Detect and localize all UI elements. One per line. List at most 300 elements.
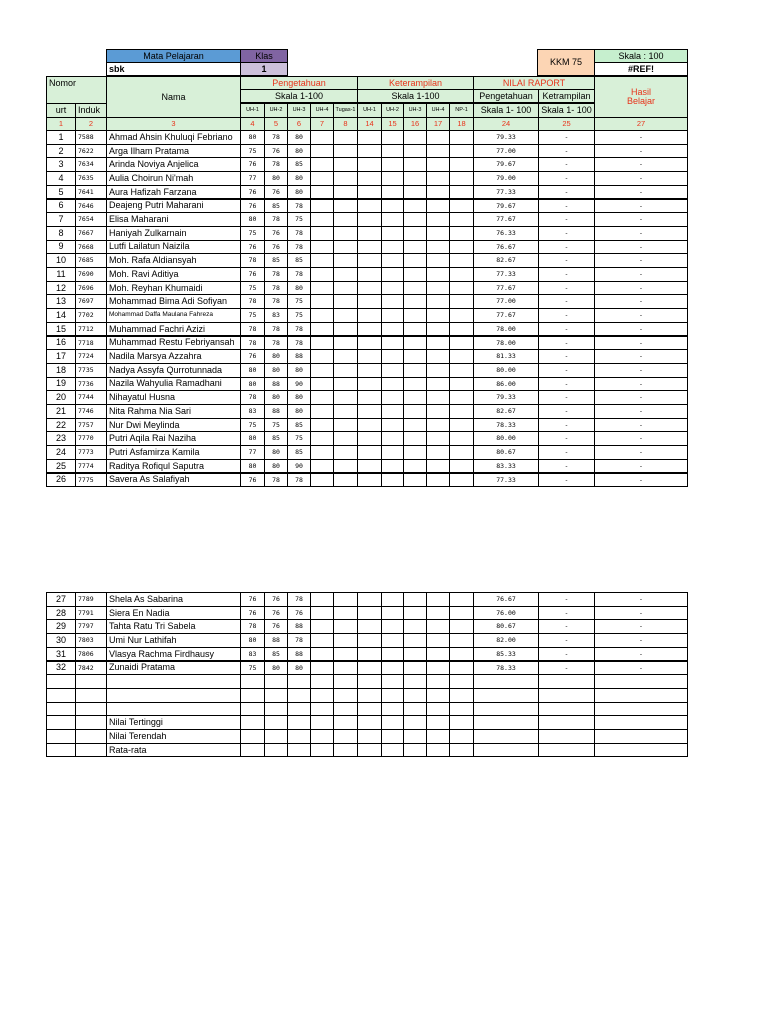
score-cell[interactable] — [333, 294, 358, 309]
score-cell[interactable]: 78 — [264, 130, 288, 145]
score-cell[interactable] — [333, 363, 358, 378]
score-cell[interactable] — [449, 226, 474, 241]
score-cell[interactable] — [403, 431, 427, 446]
score-cell[interactable] — [381, 633, 404, 648]
rata-rata-row-cell[interactable] — [333, 743, 358, 758]
score-cell[interactable]: 78 — [287, 322, 311, 337]
score-cell[interactable] — [333, 308, 358, 323]
score-cell[interactable]: 76 — [240, 240, 265, 255]
score-cell[interactable]: 76 — [264, 619, 288, 634]
empty-row-cell[interactable] — [538, 688, 595, 703]
score-cell[interactable]: 80 — [240, 633, 265, 648]
score-cell[interactable] — [403, 647, 427, 662]
rata-rata-row-cell[interactable] — [538, 743, 595, 758]
score-cell[interactable]: 76 — [240, 267, 265, 282]
empty-row-cell[interactable] — [333, 688, 358, 703]
nilai-terendah-row-cell[interactable] — [46, 729, 76, 744]
score-cell[interactable] — [449, 404, 474, 419]
score-cell[interactable] — [426, 661, 450, 676]
score-cell[interactable]: 80 — [240, 459, 265, 474]
score-cell[interactable]: 83 — [264, 308, 288, 323]
score-cell[interactable] — [357, 633, 382, 648]
score-cell[interactable] — [403, 144, 427, 159]
score-cell[interactable] — [426, 404, 450, 419]
score-cell[interactable] — [310, 363, 334, 378]
score-cell[interactable] — [449, 592, 474, 607]
score-cell[interactable]: 76 — [240, 606, 265, 621]
score-cell[interactable]: 78 — [240, 253, 265, 268]
score-cell[interactable] — [426, 144, 450, 159]
score-cell[interactable]: 76 — [264, 592, 288, 607]
score-cell[interactable] — [403, 281, 427, 296]
score-cell[interactable] — [310, 377, 334, 392]
score-cell[interactable] — [449, 322, 474, 337]
empty-row-cell[interactable] — [264, 674, 288, 689]
score-cell[interactable]: 80 — [264, 390, 288, 405]
score-cell[interactable] — [426, 253, 450, 268]
empty-row-cell[interactable] — [381, 674, 404, 689]
score-cell[interactable]: 78 — [287, 199, 311, 214]
score-cell[interactable] — [357, 363, 382, 378]
nilai-terendah-row-cell[interactable] — [449, 729, 474, 744]
score-cell[interactable] — [403, 606, 427, 621]
score-cell[interactable]: 75 — [240, 308, 265, 323]
score-cell[interactable] — [333, 144, 358, 159]
empty-row-cell[interactable] — [594, 674, 688, 689]
score-cell[interactable]: 78 — [240, 322, 265, 337]
nilai-terendah-row-cell[interactable] — [594, 729, 688, 744]
score-cell[interactable]: 85 — [264, 431, 288, 446]
score-cell[interactable] — [357, 253, 382, 268]
nilai-tertinggi-row-cell[interactable] — [403, 715, 427, 730]
score-cell[interactable] — [333, 619, 358, 634]
score-cell[interactable] — [403, 349, 427, 364]
score-cell[interactable] — [449, 349, 474, 364]
empty-row-cell[interactable] — [264, 702, 288, 717]
score-cell[interactable]: 76 — [240, 473, 265, 488]
score-cell[interactable] — [403, 473, 427, 488]
nilai-terendah-row-cell[interactable] — [381, 729, 404, 744]
score-cell[interactable] — [426, 185, 450, 200]
score-cell[interactable]: 80 — [287, 130, 311, 145]
score-cell[interactable] — [426, 459, 450, 474]
rata-rata-row-cell[interactable] — [473, 743, 539, 758]
score-cell[interactable]: 75 — [287, 294, 311, 309]
score-cell[interactable]: 80 — [264, 349, 288, 364]
score-cell[interactable] — [357, 212, 382, 227]
score-cell[interactable]: 85 — [287, 418, 311, 433]
empty-row-cell[interactable] — [46, 674, 76, 689]
score-cell[interactable] — [426, 294, 450, 309]
score-cell[interactable]: 78 — [287, 226, 311, 241]
score-cell[interactable]: 78 — [264, 336, 288, 351]
score-cell[interactable] — [333, 473, 358, 488]
nilai-tertinggi-row-cell[interactable] — [449, 715, 474, 730]
score-cell[interactable] — [333, 606, 358, 621]
nilai-tertinggi-row-cell[interactable] — [594, 715, 688, 730]
score-cell[interactable] — [403, 157, 427, 172]
nilai-tertinggi-row-cell[interactable] — [381, 715, 404, 730]
score-cell[interactable] — [403, 445, 427, 460]
score-cell[interactable] — [403, 322, 427, 337]
score-cell[interactable] — [333, 157, 358, 172]
score-cell[interactable]: 78 — [287, 633, 311, 648]
score-cell[interactable]: 78 — [287, 336, 311, 351]
score-cell[interactable] — [403, 418, 427, 433]
score-cell[interactable]: 78 — [264, 267, 288, 282]
nilai-terendah-row-cell[interactable] — [333, 729, 358, 744]
score-cell[interactable] — [426, 308, 450, 323]
score-cell[interactable] — [357, 377, 382, 392]
score-cell[interactable]: 76 — [240, 185, 265, 200]
score-cell[interactable]: 78 — [240, 294, 265, 309]
score-cell[interactable] — [333, 253, 358, 268]
score-cell[interactable] — [449, 130, 474, 145]
score-cell[interactable]: 90 — [287, 459, 311, 474]
score-cell[interactable] — [357, 322, 382, 337]
score-cell[interactable] — [381, 157, 404, 172]
score-cell[interactable] — [357, 473, 382, 488]
score-cell[interactable] — [381, 294, 404, 309]
score-cell[interactable] — [381, 199, 404, 214]
score-cell[interactable] — [333, 199, 358, 214]
score-cell[interactable]: 85 — [264, 253, 288, 268]
score-cell[interactable]: 88 — [287, 619, 311, 634]
rata-rata-row-cell[interactable] — [357, 743, 382, 758]
score-cell[interactable]: 80 — [240, 212, 265, 227]
score-cell[interactable] — [381, 404, 404, 419]
score-cell[interactable] — [426, 633, 450, 648]
score-cell[interactable] — [381, 459, 404, 474]
empty-row-cell[interactable] — [357, 674, 382, 689]
score-cell[interactable]: 78 — [240, 619, 265, 634]
score-cell[interactable] — [449, 459, 474, 474]
empty-row-cell[interactable] — [75, 702, 107, 717]
score-cell[interactable] — [310, 661, 334, 676]
score-cell[interactable] — [333, 226, 358, 241]
empty-row-cell[interactable] — [449, 688, 474, 703]
nilai-tertinggi-row-cell[interactable] — [310, 715, 334, 730]
score-cell[interactable] — [403, 130, 427, 145]
score-cell[interactable] — [449, 294, 474, 309]
score-cell[interactable] — [449, 418, 474, 433]
score-cell[interactable] — [403, 363, 427, 378]
score-cell[interactable] — [310, 592, 334, 607]
nilai-tertinggi-row-cell[interactable] — [264, 715, 288, 730]
score-cell[interactable]: 80 — [287, 281, 311, 296]
score-cell[interactable] — [426, 349, 450, 364]
score-cell[interactable] — [357, 144, 382, 159]
nilai-tertinggi-row-cell[interactable] — [357, 715, 382, 730]
score-cell[interactable] — [449, 281, 474, 296]
score-cell[interactable]: 75 — [287, 431, 311, 446]
score-cell[interactable] — [357, 592, 382, 607]
score-cell[interactable] — [381, 349, 404, 364]
score-cell[interactable]: 76 — [240, 157, 265, 172]
empty-row-cell[interactable] — [473, 688, 539, 703]
score-cell[interactable] — [381, 473, 404, 488]
score-cell[interactable]: 78 — [287, 240, 311, 255]
empty-row-cell[interactable] — [310, 702, 334, 717]
score-cell[interactable] — [426, 281, 450, 296]
score-cell[interactable] — [357, 349, 382, 364]
score-cell[interactable] — [403, 253, 427, 268]
score-cell[interactable] — [333, 404, 358, 419]
score-cell[interactable]: 88 — [264, 377, 288, 392]
score-cell[interactable] — [381, 619, 404, 634]
rata-rata-row-cell[interactable] — [594, 743, 688, 758]
empty-row-cell[interactable] — [357, 702, 382, 717]
score-cell[interactable]: 78 — [264, 212, 288, 227]
empty-row-cell[interactable] — [333, 674, 358, 689]
score-cell[interactable] — [357, 226, 382, 241]
empty-row-cell[interactable] — [538, 702, 595, 717]
score-cell[interactable]: 80 — [264, 661, 288, 676]
score-cell[interactable] — [449, 661, 474, 676]
empty-row-cell[interactable] — [473, 702, 539, 717]
empty-row-cell[interactable] — [426, 688, 450, 703]
score-cell[interactable] — [426, 606, 450, 621]
score-cell[interactable]: 90 — [287, 377, 311, 392]
score-cell[interactable]: 80 — [240, 130, 265, 145]
score-cell[interactable] — [357, 336, 382, 351]
score-cell[interactable] — [333, 633, 358, 648]
score-cell[interactable] — [310, 445, 334, 460]
score-cell[interactable]: 76 — [264, 606, 288, 621]
ref-error-cell[interactable]: #REF! — [594, 62, 688, 76]
score-cell[interactable] — [381, 606, 404, 621]
score-cell[interactable] — [449, 606, 474, 621]
score-cell[interactable] — [310, 431, 334, 446]
score-cell[interactable] — [426, 322, 450, 337]
score-cell[interactable] — [403, 459, 427, 474]
score-cell[interactable]: 88 — [264, 404, 288, 419]
score-cell[interactable] — [381, 592, 404, 607]
rata-rata-row-cell[interactable] — [75, 743, 107, 758]
score-cell[interactable] — [310, 144, 334, 159]
score-cell[interactable] — [381, 281, 404, 296]
score-cell[interactable]: 80 — [287, 661, 311, 676]
score-cell[interactable] — [310, 226, 334, 241]
score-cell[interactable] — [403, 661, 427, 676]
score-cell[interactable]: 85 — [287, 253, 311, 268]
score-cell[interactable] — [333, 267, 358, 282]
score-cell[interactable]: 76 — [240, 199, 265, 214]
score-cell[interactable] — [426, 647, 450, 662]
score-cell[interactable]: 80 — [287, 185, 311, 200]
score-cell[interactable]: 85 — [287, 445, 311, 460]
score-cell[interactable]: 75 — [240, 144, 265, 159]
rata-rata-row-cell[interactable] — [287, 743, 311, 758]
score-cell[interactable] — [333, 418, 358, 433]
rata-rata-row-cell[interactable] — [449, 743, 474, 758]
score-cell[interactable] — [403, 377, 427, 392]
empty-row-cell[interactable] — [381, 702, 404, 717]
score-cell[interactable] — [357, 171, 382, 186]
score-cell[interactable]: 78 — [264, 281, 288, 296]
score-cell[interactable] — [449, 633, 474, 648]
nilai-tertinggi-row-cell[interactable] — [426, 715, 450, 730]
empty-row-cell[interactable] — [403, 688, 427, 703]
score-cell[interactable]: 88 — [287, 647, 311, 662]
empty-row-cell[interactable] — [46, 702, 76, 717]
score-cell[interactable] — [403, 185, 427, 200]
score-cell[interactable] — [310, 308, 334, 323]
score-cell[interactable] — [449, 445, 474, 460]
score-cell[interactable]: 77 — [240, 171, 265, 186]
score-cell[interactable]: 75 — [287, 212, 311, 227]
score-cell[interactable] — [357, 459, 382, 474]
score-cell[interactable] — [381, 390, 404, 405]
score-cell[interactable] — [357, 281, 382, 296]
score-cell[interactable] — [333, 661, 358, 676]
score-cell[interactable] — [426, 212, 450, 227]
klas-value[interactable]: 1 — [240, 62, 288, 76]
nilai-tertinggi-row-cell[interactable] — [75, 715, 107, 730]
score-cell[interactable] — [403, 240, 427, 255]
score-cell[interactable] — [310, 336, 334, 351]
score-cell[interactable] — [449, 253, 474, 268]
score-cell[interactable]: 78 — [287, 267, 311, 282]
score-cell[interactable] — [333, 336, 358, 351]
empty-row-cell[interactable] — [264, 688, 288, 703]
score-cell[interactable]: 78 — [264, 294, 288, 309]
empty-row-cell[interactable] — [538, 674, 595, 689]
score-cell[interactable] — [426, 473, 450, 488]
score-cell[interactable] — [381, 240, 404, 255]
score-cell[interactable]: 75 — [240, 226, 265, 241]
score-cell[interactable] — [357, 199, 382, 214]
score-cell[interactable]: 80 — [264, 171, 288, 186]
score-cell[interactable] — [357, 431, 382, 446]
score-cell[interactable]: 78 — [240, 390, 265, 405]
score-cell[interactable] — [357, 390, 382, 405]
rata-rata-row-cell[interactable] — [310, 743, 334, 758]
score-cell[interactable] — [333, 240, 358, 255]
score-cell[interactable] — [449, 185, 474, 200]
nilai-terendah-row-cell[interactable] — [426, 729, 450, 744]
score-cell[interactable]: 78 — [287, 592, 311, 607]
score-cell[interactable]: 80 — [287, 363, 311, 378]
score-cell[interactable]: 80 — [240, 377, 265, 392]
score-cell[interactable] — [426, 619, 450, 634]
score-cell[interactable] — [310, 185, 334, 200]
score-cell[interactable] — [449, 267, 474, 282]
score-cell[interactable]: 78 — [264, 322, 288, 337]
score-cell[interactable]: 75 — [287, 308, 311, 323]
score-cell[interactable] — [310, 157, 334, 172]
nilai-tertinggi-row-cell[interactable] — [473, 715, 539, 730]
empty-row-cell[interactable] — [381, 688, 404, 703]
score-cell[interactable] — [310, 619, 334, 634]
score-cell[interactable] — [333, 377, 358, 392]
score-cell[interactable]: 75 — [240, 418, 265, 433]
score-cell[interactable] — [403, 267, 427, 282]
empty-row-cell[interactable] — [46, 688, 76, 703]
score-cell[interactable]: 80 — [287, 390, 311, 405]
score-cell[interactable] — [449, 473, 474, 488]
score-cell[interactable] — [333, 349, 358, 364]
score-cell[interactable]: 76 — [240, 349, 265, 364]
score-cell[interactable] — [357, 418, 382, 433]
empty-row-cell[interactable] — [287, 674, 311, 689]
score-cell[interactable]: 77 — [240, 445, 265, 460]
score-cell[interactable] — [403, 199, 427, 214]
score-cell[interactable] — [357, 308, 382, 323]
score-cell[interactable] — [333, 171, 358, 186]
empty-row-cell[interactable] — [357, 688, 382, 703]
score-cell[interactable] — [403, 619, 427, 634]
score-cell[interactable]: 78 — [264, 473, 288, 488]
score-cell[interactable] — [357, 130, 382, 145]
empty-row-cell[interactable] — [594, 688, 688, 703]
score-cell[interactable] — [381, 212, 404, 227]
score-cell[interactable] — [310, 294, 334, 309]
score-cell[interactable] — [333, 592, 358, 607]
score-cell[interactable] — [357, 606, 382, 621]
score-cell[interactable] — [426, 363, 450, 378]
score-cell[interactable] — [357, 267, 382, 282]
score-cell[interactable] — [357, 445, 382, 460]
rata-rata-row-cell[interactable] — [264, 743, 288, 758]
empty-row-cell[interactable] — [106, 688, 241, 703]
score-cell[interactable]: 76 — [264, 144, 288, 159]
score-cell[interactable] — [310, 606, 334, 621]
score-cell[interactable] — [426, 431, 450, 446]
score-cell[interactable] — [403, 171, 427, 186]
score-cell[interactable] — [381, 253, 404, 268]
score-cell[interactable] — [333, 212, 358, 227]
nilai-tertinggi-row-cell[interactable] — [538, 715, 595, 730]
score-cell[interactable] — [381, 130, 404, 145]
score-cell[interactable] — [426, 267, 450, 282]
score-cell[interactable] — [357, 661, 382, 676]
nilai-terendah-row-cell[interactable] — [75, 729, 107, 744]
score-cell[interactable]: 78 — [264, 157, 288, 172]
score-cell[interactable] — [333, 647, 358, 662]
score-cell[interactable] — [310, 633, 334, 648]
empty-row-cell[interactable] — [75, 688, 107, 703]
nilai-terendah-row-cell[interactable] — [357, 729, 382, 744]
empty-row-cell[interactable] — [310, 688, 334, 703]
empty-row-cell[interactable] — [287, 702, 311, 717]
score-cell[interactable] — [403, 336, 427, 351]
score-cell[interactable]: 76 — [240, 592, 265, 607]
score-cell[interactable] — [310, 199, 334, 214]
score-cell[interactable]: 85 — [287, 157, 311, 172]
score-cell[interactable] — [310, 267, 334, 282]
score-cell[interactable] — [310, 459, 334, 474]
score-cell[interactable] — [449, 377, 474, 392]
nilai-tertinggi-row-cell[interactable] — [46, 715, 76, 730]
score-cell[interactable]: 76 — [264, 185, 288, 200]
score-cell[interactable] — [449, 390, 474, 405]
score-cell[interactable] — [333, 281, 358, 296]
score-cell[interactable] — [357, 240, 382, 255]
rata-rata-row-cell[interactable] — [46, 743, 76, 758]
score-cell[interactable] — [403, 226, 427, 241]
score-cell[interactable] — [310, 647, 334, 662]
empty-row-cell[interactable] — [287, 688, 311, 703]
score-cell[interactable] — [381, 322, 404, 337]
score-cell[interactable] — [381, 647, 404, 662]
score-cell[interactable] — [333, 459, 358, 474]
score-cell[interactable] — [449, 619, 474, 634]
score-cell[interactable] — [381, 377, 404, 392]
score-cell[interactable] — [310, 404, 334, 419]
rata-rata-row-cell[interactable] — [403, 743, 427, 758]
score-cell[interactable]: 85 — [264, 647, 288, 662]
